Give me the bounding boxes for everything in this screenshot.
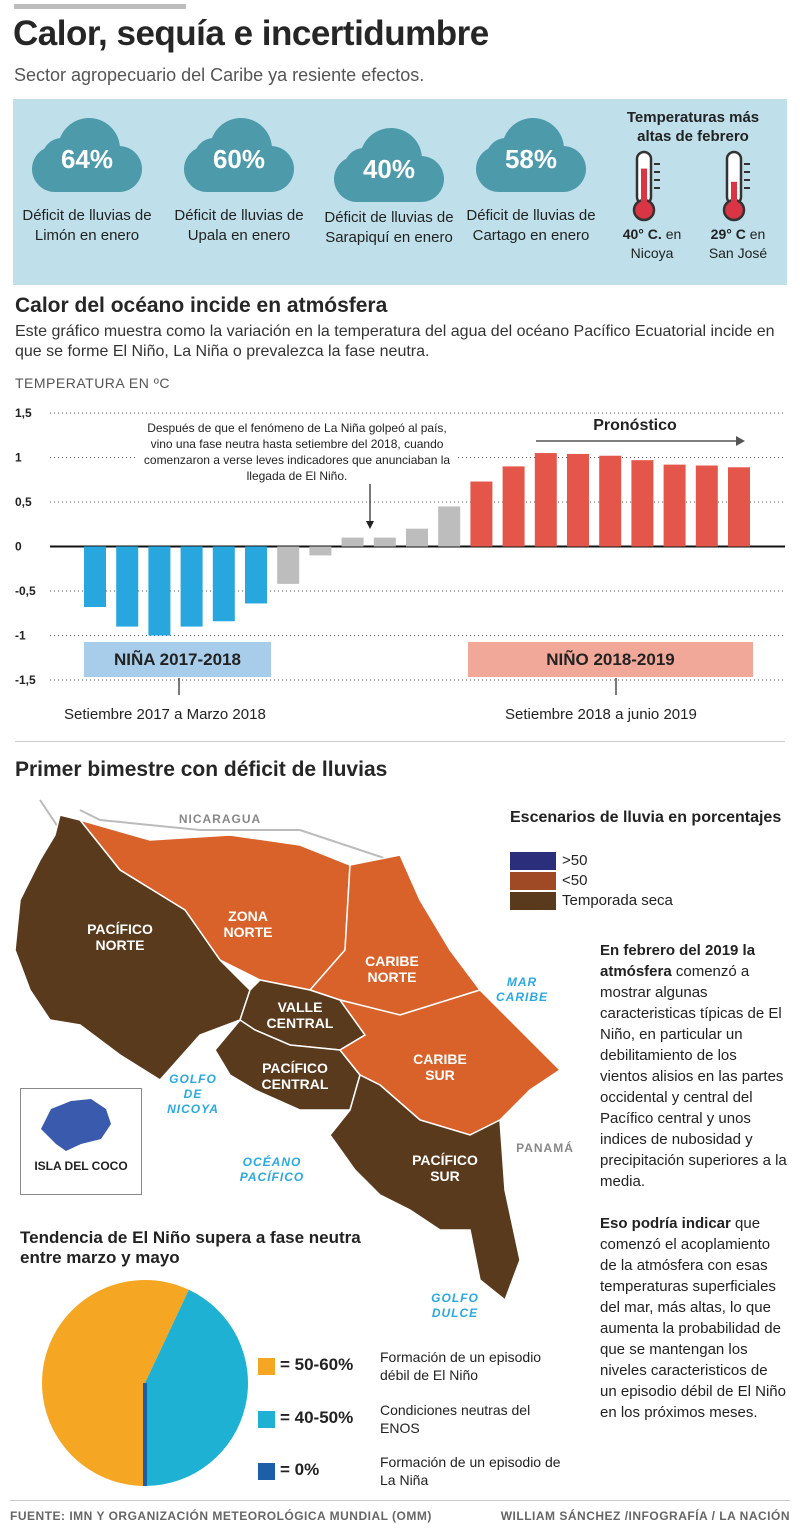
annotation-arrowhead: [366, 521, 374, 529]
chart-bar: [84, 547, 106, 608]
region-label-caribe-norte: CARIBE NORTE: [365, 953, 419, 985]
enos-pie-chart: [40, 1278, 250, 1488]
chart-bar: [599, 456, 621, 547]
region-label-pacifico-central: PACÍFICO CENTRAL: [261, 1060, 329, 1092]
legend-label: Temporada seca: [562, 892, 673, 909]
legend-label: >50: [562, 852, 588, 869]
region-label-zona-norte: ZONA NORTE: [223, 908, 273, 940]
temp-value: 29° C: [710, 226, 746, 242]
oceano-pacifico-label: OCÉANO PACÍFICO: [239, 1155, 305, 1184]
footer-credit: WILLIAM SÁNCHEZ /INFOGRAFÍA / LA NACIÓN: [500, 1509, 790, 1523]
region-label-caribe-sur: CARIBE SUR: [413, 1051, 467, 1083]
region-label-pacifico-norte: PACÍFICO NORTE: [87, 921, 153, 953]
chart-annotation: Después de que el fenómeno de La Niña golpeó al país, vino una fase neutra hasta setiembre del 2018, cuando comenzaron a verse leves indicadores que anunciaban la llegada de El Niño.: [138, 420, 456, 484]
chart-bar: [342, 538, 364, 547]
side-paragraph-2: [600, 1213, 788, 1423]
deficit-label: Déficit de lluvias de Upala en enero: [174, 207, 304, 244]
golfo-nicoya-label: GOLFO DE NICOYA: [167, 1072, 219, 1116]
mar-caribe-label: MAR CARIBE: [495, 975, 548, 1004]
deficit-percent: 58%: [504, 144, 558, 174]
pie-legend-desc: Formación de un episodio débil de El Niño: [380, 1349, 542, 1383]
cloud-icon: [184, 118, 294, 192]
y-tick-label: -1: [15, 628, 26, 643]
cloud-icon: [476, 118, 586, 192]
section-divider: [15, 741, 785, 742]
region-label-pacifico-sur: PACÍFICO SUR: [412, 1152, 478, 1184]
nina-period: Setiembre 2017 a Marzo 2018: [64, 706, 266, 723]
legend-label: <50: [562, 872, 588, 889]
chart-bar: [664, 465, 686, 547]
y-tick-label: 0: [15, 539, 22, 554]
map-legend-title: Escenarios de lluvia en porcentajes: [510, 809, 782, 826]
chart-bar: [406, 529, 428, 547]
y-tick-label: -0,5: [15, 584, 36, 598]
y-tick-label: 0,5: [15, 495, 32, 509]
side-paragraph-1-bold: En febrero del 2019 la atmósfera: [600, 942, 756, 980]
deficit-card-cartago: [456, 118, 606, 246]
chart-y-label: TEMPERATURA EN ºC: [15, 375, 170, 391]
chart-bar: [535, 453, 557, 546]
deficit-card-limon: [12, 118, 162, 246]
nino-period: Setiembre 2018 a junio 2019: [505, 706, 697, 723]
pie-legend-swatch: [258, 1411, 275, 1428]
thermometer-icon-sanjose: [718, 150, 754, 222]
pie-legend-value: = 40-50%: [280, 1408, 354, 1427]
footer: [10, 1500, 790, 1523]
page-subtitle: Sector agropecuario del Caribe ya resiente efectos.: [14, 65, 425, 85]
chart-bar: [245, 547, 267, 604]
chart-bar: [631, 460, 653, 546]
temp-place: en Nicoya: [630, 226, 682, 261]
chart-bar: [728, 467, 750, 546]
page-title: Calor, sequía e incertidumbre: [13, 14, 489, 53]
chart-bar: [696, 466, 718, 547]
side-paragraph-2-text: que comenzó el acoplamiento de la atmósfera con esas temperaturas superficiales del mar, más altas, lo que aumenta la probabilidad de que se mantengan los niveles caracteristicos de un episodio débil de El Niño en los próximos meses.: [600, 1215, 786, 1421]
isla-del-coco-label: ISLA DEL COCO: [34, 1159, 128, 1173]
temperature-heading: Temperaturas más altas de febrero: [626, 109, 760, 145]
side-paragraph-1: [600, 940, 788, 1192]
legend-swatch: [510, 892, 556, 910]
panama-label: PANAMÁ: [516, 1141, 574, 1155]
ocean-heading: Calor del océano incide en atmósfera: [15, 294, 388, 317]
temp-nicoya: [612, 225, 692, 263]
temp-value: 40° C.: [622, 226, 662, 242]
temp-place: en San José: [708, 226, 768, 261]
forecast-label: Pronóstico: [593, 417, 677, 434]
ocean-description: Este gráfico muestra como la variación en la temperatura del agua del océano Pacífico Ecuatorial incide en que se forme El Niño, La Niña o prevalezca la fase neutra.: [15, 323, 775, 360]
deficit-label: Déficit de lluvias de Limón en enero: [22, 207, 152, 244]
golfo-dulce-label: GOLFO DULCE: [431, 1291, 479, 1320]
legend-swatch: [510, 852, 556, 870]
chart-bar: [374, 538, 396, 547]
footer-source: FUENTE: IMN Y ORGANIZACIÓN METEOROLÓGICA MUNDIAL (OMM): [10, 1509, 432, 1523]
chart-bar: [277, 547, 299, 584]
nina-phase-label: NIÑA 2017-2018: [84, 642, 271, 677]
chart-bar: [213, 547, 235, 622]
chart-bar: [470, 482, 492, 547]
deficit-percent: 40%: [362, 154, 416, 184]
thermometer-icon-nicoya: [628, 150, 664, 222]
y-tick-label: 1,5: [15, 406, 32, 420]
region-label-valle-central: VALLE CENTRAL: [266, 999, 334, 1031]
deficit-card-sarapiqui: [314, 128, 464, 248]
deficit-card-upala: [164, 118, 314, 246]
y-tick-label: 1: [15, 450, 22, 465]
pie-legend-desc: Formación de un episodio de La Niña: [380, 1454, 561, 1488]
chart-bar: [148, 547, 170, 636]
chart-bar: [438, 506, 460, 546]
side-paragraph-1-text: comenzó a mostrar algunas caracteristicas típicas de El Niño, en particular un debilitamiento de los vientos alisios en las partes occidental y central del Pacífico central y unos indices de nubosidad y precipitación superiores a la media.: [600, 963, 787, 1190]
isla-del-coco-shape: [21, 1089, 141, 1159]
chart-bar: [116, 547, 138, 627]
cloud-icon: [32, 118, 142, 192]
cloud-icon: [334, 128, 444, 202]
deficit-percent: 64%: [60, 144, 114, 174]
chart-bar: [567, 454, 589, 547]
pie-legend-desc: Condiciones neutras del ENOS: [380, 1402, 531, 1436]
pie-title: Tendencia de El Niño supera a fase neutra entre marzo y mayo: [20, 1228, 361, 1267]
side-paragraph-2-bold: Eso podría indicar: [600, 1215, 731, 1232]
forecast-arrowhead: [736, 436, 745, 446]
isla-del-coco-inset: [20, 1088, 142, 1195]
chart-bar: [309, 547, 331, 556]
map-heading: Primer bimestre con déficit de lluvias: [15, 758, 388, 781]
pie-legend-swatch: [258, 1358, 275, 1375]
deficit-percent: 60%: [212, 144, 266, 174]
chart-bar: [503, 466, 525, 546]
deficit-label: Déficit de lluvias de Cartago en enero: [466, 207, 596, 244]
pie-legend-value: = 0%: [280, 1460, 320, 1479]
deficit-label: Déficit de lluvias de Sarapiquí en enero: [324, 209, 454, 246]
pie-legend-swatch: [258, 1463, 275, 1480]
legend-swatch: [510, 872, 556, 890]
pie-legend-value: = 50-60%: [280, 1355, 354, 1374]
temp-sanjose: [698, 225, 778, 263]
chart-bar: [181, 547, 203, 627]
y-tick-label: -1,5: [15, 673, 36, 687]
nicaragua-label: NICARAGUA: [178, 812, 262, 826]
nino-phase-label: NIÑO 2018-2019: [468, 642, 753, 677]
top-accent-bar: [14, 4, 186, 9]
